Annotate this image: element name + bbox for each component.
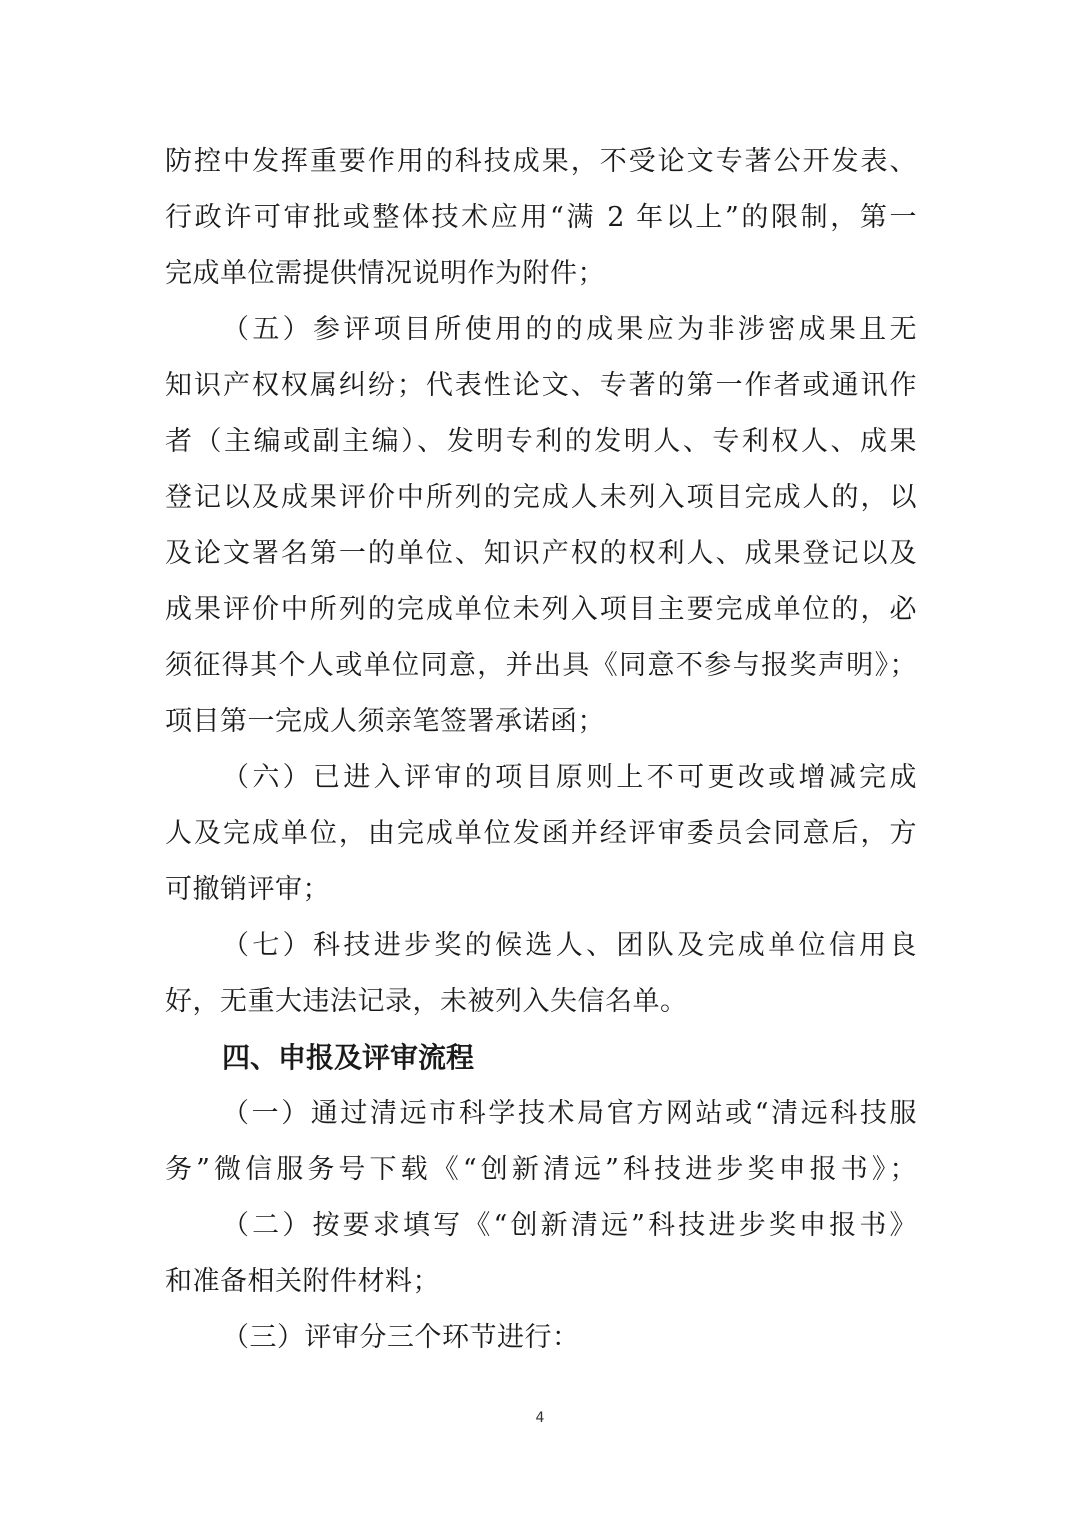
- paragraph-line: （七）科技进步奖的候选人、团队及完成单位信用良: [222, 930, 917, 961]
- paragraph-line: 知识产权权属纠纷；代表性论文、专著的第一作者或通讯作: [165, 370, 917, 401]
- paragraph-line: 成果评价中所列的完成单位未列入项目主要完成单位的，必: [165, 594, 917, 625]
- page-number: 4: [535, 1410, 545, 1426]
- paragraph-line: 者（主编或副主编）、发明专利的发明人、专利权人、成果: [165, 426, 917, 457]
- paragraph-line: 项目第一完成人须亲笔签署承诺函；: [165, 706, 605, 737]
- paragraph-line: （二）按要求填写《“创新清远”科技进步奖申报书》: [222, 1210, 917, 1241]
- section-heading: 四、申报及评审流程: [222, 1041, 475, 1074]
- paragraph-line: 及论文署名第一的单位、知识产权的权利人、成果登记以及: [165, 538, 917, 569]
- paragraph-line: （一）通过清远市科学技术局官方网站或“清远科技服: [222, 1098, 917, 1129]
- paragraph-line: 完成单位需提供情况说明作为附件；: [165, 258, 605, 289]
- paragraph-line: 可撤销评审；: [165, 874, 330, 905]
- paragraph-line: （三）评审分三个环节进行：: [222, 1322, 580, 1353]
- paragraph-line: 务”微信服务号下载《“创新清远”科技进步奖申报书》；: [165, 1154, 917, 1185]
- paragraph-line: （六）已进入评审的项目原则上不可更改或增减完成: [222, 762, 917, 793]
- paragraph-line: 登记以及成果评价中所列的完成人未列入项目完成人的，以: [165, 482, 917, 513]
- paragraph-line: 行政许可审批或整体技术应用“满 2 年以上”的限制，第一: [165, 202, 917, 233]
- paragraph-line: 须征得其个人或单位同意，并出具《同意不参与报奖声明》；: [165, 650, 917, 681]
- paragraph-line: 和准备相关附件材料；: [165, 1266, 440, 1297]
- paragraph-line: （五）参评项目所使用的的成果应为非涉密成果且无: [222, 314, 917, 345]
- paragraph-line: 好，无重大违法记录，未被列入失信名单。: [165, 986, 688, 1017]
- paragraph-line: 人及完成单位，由完成单位发函并经评审委员会同意后，方: [165, 818, 917, 849]
- paragraph-line: 防控中发挥重要作用的科技成果，不受论文专著公开发表、: [165, 146, 917, 177]
